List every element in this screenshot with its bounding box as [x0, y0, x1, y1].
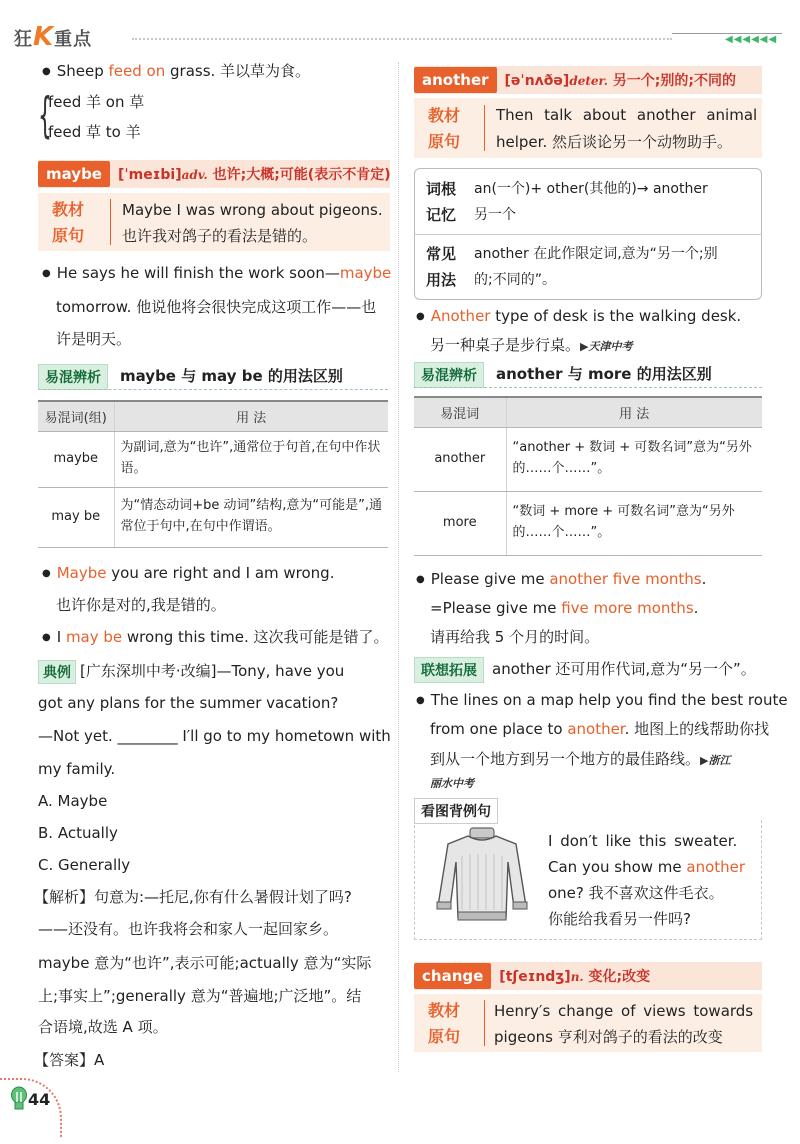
source-label: 教材 原句: [428, 106, 461, 151]
question-line-1: [广东深圳中考·改编]—Tony, have you: [80, 662, 345, 680]
brace-icon: {: [38, 89, 52, 145]
root-text: an(一个)+ other(其他的)→ another 另一个: [474, 181, 708, 223]
table-header: 用 法: [506, 397, 762, 427]
example-another-1: ● Another type of desk is the walking desk.: [416, 309, 741, 324]
source-label: 教材 原句: [428, 1001, 461, 1046]
source-sentence-cn: 也许我对鸽子的看法是错的。: [122, 227, 318, 245]
source-sentence-en: Maybe I was wrong about pigeons.: [122, 201, 383, 219]
confuse-underline: [414, 387, 762, 388]
headword-definition: [tʃeɪndʒ]n. 变化;改变: [499, 969, 651, 985]
example-maybe-2: ● Maybe you are right and I am wrong.: [42, 566, 334, 581]
sweater-icon: [432, 826, 532, 926]
example-another-3-cont: from one place to another. 地图上的线帮助你找: [430, 720, 770, 738]
option-b: B. Actually: [38, 824, 118, 842]
option-a: A. Maybe: [38, 792, 108, 810]
headword-label: change: [414, 963, 491, 989]
example-another-2: ● Please give me another five months.: [416, 572, 706, 587]
table-header: 易混词: [414, 397, 506, 427]
picture-sentence-1: I don′t like this sweater.: [548, 832, 738, 850]
table-row: maybe 为副词,意为“也许”,通常位于句首,在句中作状语。: [38, 431, 388, 487]
example-another-1-cn: 另一种桌子是步行桌。▶天津中考: [430, 336, 633, 354]
example-another-3-cn: 到从一个地方到另一个地方的最佳路线。▶浙江: [430, 750, 731, 768]
analysis-3: maybe 意为“也许”,表示可能;actually 意为“实际: [38, 954, 372, 972]
headword-change: [414, 962, 650, 990]
change-source-en: Henry′s change of views towards: [494, 1002, 754, 1020]
option-c: C. Generally: [38, 856, 131, 874]
brand-logo: 狂K重点: [14, 22, 93, 52]
headword-label: another: [414, 67, 497, 93]
example-maybe-1: ● He says he will finish the work soon—maybe: [42, 266, 391, 281]
source-sentence-en: Then talk about another animal: [496, 106, 758, 124]
example-maybe-1-cont2: 许是明天。: [56, 330, 132, 348]
example-maybe-2-cn: 也许你是对的,我是错的。: [56, 596, 226, 614]
table-header: 易混词(组): [38, 401, 114, 431]
column-divider: [398, 62, 399, 1072]
analysis-4: 上;事实上”;generally 意为“普遍地;广泛地”。结: [38, 987, 362, 1005]
source-divider: [110, 199, 111, 245]
usage-text: another 在此作限定词,意为“另一个;别 的;不同的”。: [474, 246, 718, 288]
picture-sentence-4: 你能给我看另一件吗?: [548, 910, 691, 928]
extend-tag: 联想拓展: [414, 657, 484, 683]
page-number: 44: [28, 1090, 51, 1109]
confuse-tag: 易混辨析: [414, 362, 484, 388]
example-more-cn: 请再给我 5 个月的时间。: [430, 628, 600, 646]
headword-maybe: [38, 160, 391, 188]
usage-label: 常见 用法: [426, 245, 457, 289]
example-source: 丽水中考: [430, 777, 474, 790]
extend-text: another 还可用作代词,意为“另一个”。: [492, 660, 756, 678]
question-line-2: got any plans for the summer vacation?: [38, 694, 339, 712]
headword-label: maybe: [38, 161, 110, 187]
root-label: 词根 记忆: [426, 180, 457, 224]
headword-another: [414, 66, 736, 94]
example-more: =Please give me five more months.: [430, 599, 699, 617]
confuse-underline: [38, 389, 388, 390]
analysis-2: ——还没有。也许我将会和家人一起回家乡。: [38, 920, 339, 938]
picture-sentence-3: one? 我不喜欢这件毛衣。: [548, 884, 724, 902]
root-usage-divider: [414, 234, 762, 235]
answer: 【答案】A: [34, 1051, 105, 1069]
feed-pattern-1: feed 羊 on 草: [48, 93, 145, 111]
table-header: 用 法: [114, 401, 388, 431]
header-dotted-line: [132, 38, 672, 40]
table-row: may be 为“情态动词+be 动词”结构,意为“可能是”,通常位于句中,在句中作谓语。: [38, 487, 388, 547]
source-label: 教材 原句: [52, 200, 85, 245]
example-another-3: ● The lines on a map help you find the best route: [416, 693, 788, 708]
feed-pattern-2: feed 草 to 羊: [48, 123, 141, 141]
source-divider: [484, 1000, 485, 1046]
question-line-3: —Not yet. ________ I′ll go to my hometown with: [38, 727, 391, 745]
table-row: more “数词 + more + 可数名词”意为“另外的……个……”。: [414, 491, 762, 555]
lightbulb-icon: [10, 1086, 28, 1112]
confuse-title: another 与 more 的用法区别: [496, 365, 712, 383]
picture-tag: 看图背例句: [414, 798, 498, 824]
headword-definition: [əˈnʌðə]deter. 另一个;别的;不同的: [504, 73, 737, 89]
source-divider: [484, 105, 485, 151]
typical-example-tag: 典例: [38, 660, 76, 684]
change-source-cn: pigeons 亨利对鸽子的看法的改变: [494, 1028, 723, 1046]
table-row: another “another + 数词 + 可数名词”意为“另外的……个……”。: [414, 427, 762, 491]
confuse-tag: 易混辨析: [38, 364, 108, 390]
analysis-5: 合语境,故选 A 项。: [38, 1018, 168, 1036]
comparison-table-another: [414, 396, 762, 556]
question-line-4: my family.: [38, 760, 116, 778]
comparison-table-maybe: [38, 400, 388, 548]
header-arrows-icon: ◀◀◀◀◀◀: [725, 34, 778, 45]
confuse-title: maybe 与 may be 的用法区别: [120, 367, 343, 385]
source-sentence-cn: helper. 然后谈论另一个动物助手。: [496, 133, 732, 151]
picture-sentence-2: Can you show me another: [548, 858, 746, 876]
analysis-1: 【解析】句意为:—托尼,你有什么暑假计划了吗?: [34, 888, 352, 906]
example-may-be: ● I may be wrong this time. 这次我可能是错了。: [42, 630, 389, 645]
headword-definition: [ˈmeɪbi]adv. 也许;大概;可能(表示不肯定): [117, 167, 391, 183]
example-maybe-1-cont: tomorrow. 他说他将会很快完成这项工作——也: [56, 298, 377, 316]
example-sheep: ● Sheep feed on grass. 羊以草为食。: [42, 64, 310, 79]
